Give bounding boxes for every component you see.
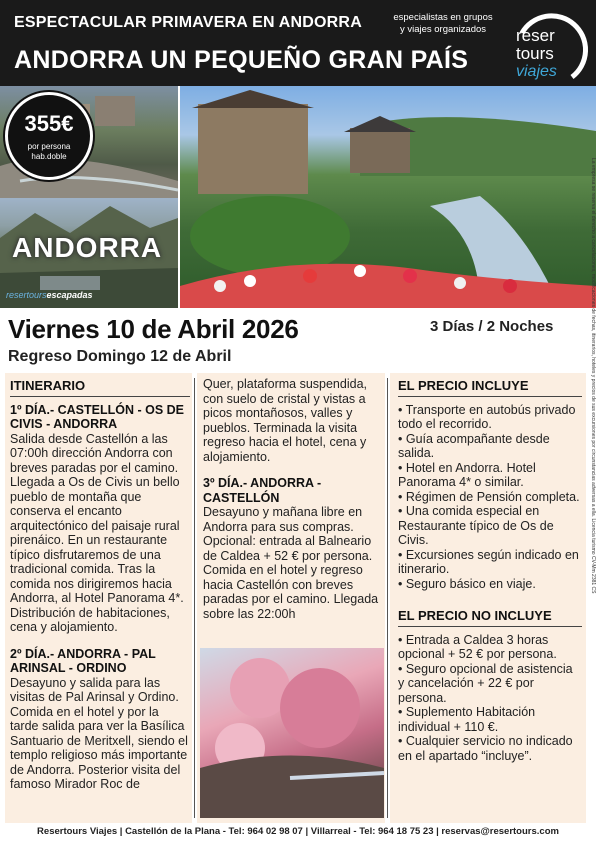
day-3-title: 3º DÍA.- ANDORRA - CASTELLÓN <box>203 476 322 505</box>
includes-item: • Transporte en autobús privado todo el recorrido. <box>398 402 576 431</box>
itinerary-heading: ITINERARIO <box>10 378 86 393</box>
escapadas-brand: resertours <box>6 290 47 300</box>
tagline-line-1: especialistas en grupos <box>393 12 493 23</box>
day-3-text: Desayuno y mañana libre en Andorra para sus compras. Opcional: entrada al Balneario de Caldea + 52 € por persona. Comida en el hotel y regreso hacia Castellón con breves paradas por el camino. Llegada sobre las 22:00h <box>203 505 379 621</box>
day-2-title: 2º DÍA.- ANDORRA - PAL ARINSAL - ORDINO <box>10 646 156 675</box>
excludes-item: • Seguro opcional de asistencia y cancelación + 22 € por persona. <box>398 661 573 705</box>
includes-item: • Seguro básico en viaje. <box>398 576 536 591</box>
logo-text-tours: tours <box>516 44 554 63</box>
column-divider <box>387 378 388 818</box>
header-kicker: ESPECTACULAR PRIMAVERA EN ANDORRA <box>14 14 362 31</box>
logo-text-reser: reser <box>516 26 555 45</box>
heading-rule <box>10 396 190 397</box>
blossom-illustration <box>200 648 384 818</box>
includes-item: • Excursiones según indicado en itinerario. <box>398 547 579 576</box>
day-1-title: 1º DÍA.- CASTELLÓN - OS DE CIVIS - ANDORRA <box>10 402 185 431</box>
excludes-item: • Suplemento Habitación individual + 110 €. <box>398 705 536 734</box>
page-title: ANDORRA UN PEQUEÑO GRAN PAÍS <box>14 46 469 74</box>
includes-item: • Hotel en Andorra. Hotel Panorama 4* o similar. <box>398 460 536 489</box>
includes-item: • Una comida especial en Restaurante típico de Os de Civis. <box>398 504 554 547</box>
price-excludes <box>398 609 582 763</box>
photo-stone-houses-flowers <box>180 86 596 308</box>
legal-side-note <box>590 158 596 678</box>
includes-heading: EL PRECIO INCLUYE <box>398 378 529 393</box>
price-badge <box>5 92 93 180</box>
itinerary-column-1 <box>5 373 192 823</box>
includes-item: • Régimen de Pensión completa. <box>398 489 580 504</box>
header-tagline <box>384 12 502 36</box>
houses-river-illustration <box>180 86 596 308</box>
price-room-type: hab.doble <box>31 152 67 161</box>
price-per-person: por persona <box>27 142 71 151</box>
header-banner <box>0 0 596 86</box>
day-2-continued: Quer, plataforma suspendida, con suelo de cristal y vistas a picos montañosos, valles y pueblos. Terminada la visita regreso hacia el hotel, cena y alojamiento. <box>203 377 367 464</box>
day-1-text: Salida desde Castellón a las 07:00h dirección Andorra con breves paradas por el camino. Llegada a Os de Civis un bello pueblo de montaña que conserva el encanto arquitectónico del paisaje rural pirenáico. En un restaurante típico disfrutaremos de una tradicional comida. Tras la comida nos dirigiremos hacia Andorra, al Hotel Panorama 4*. Distribución de habitaciones, cena y alojamiento. <box>10 431 184 634</box>
tagline-line-2: y viajes organizados <box>399 24 487 35</box>
legal-side-note-text: La empresa se reserva el derecho a cancelaciones, modificaciones de fechas, itinerarios, hoteles y precios de sus excursiones por circunstancias adversas a ella. Licencia turismo CV-Mm 2381 CS <box>590 158 596 594</box>
resertours-logo <box>508 3 592 83</box>
includes-item: • Guía acompañante desde salida. <box>398 431 550 460</box>
andorra-photo-caption: ANDORRA <box>12 232 163 263</box>
excludes-item: • Entrada a Caldea 3 horas opcional + 52 € por persona. <box>398 632 557 661</box>
price-column <box>390 373 586 823</box>
escapadas-word: escapadas <box>46 290 93 300</box>
footer-contact: Resertours Viajes | Castellón de la Plana - Tel: 964 02 98 07 | Villarreal - Tel: 964 18 75 23 | reservas@resertours.com <box>37 826 559 837</box>
column-divider <box>194 378 195 818</box>
price-includes <box>398 379 582 591</box>
day-2-text: Desayuno y salida para las visitas de Pal Arinsal y Ordino. Comida en el hotel y por la tarde salida para ver la Basílica Santuario de Meritxell, siendo el templo religioso más importante de Andorra. Posterior visita del famoso Mirador Roc de <box>10 675 188 791</box>
day-3 <box>203 476 381 621</box>
heading-rule <box>398 626 582 627</box>
day-1 <box>10 403 190 635</box>
trip-duration: 3 Días / 2 Noches <box>430 318 554 335</box>
excludes-item: • Cualquier servicio no indicado en el apartado “incluye”. <box>398 734 573 763</box>
day-2 <box>10 647 190 792</box>
heading-rule <box>398 396 582 397</box>
excludes-heading: EL PRECIO NO INCLUYE <box>398 608 552 623</box>
price-amount: 355€ <box>24 111 74 136</box>
trip-return: Regreso Domingo 12 de Abril <box>8 348 232 365</box>
escapadas-watermark <box>6 290 93 300</box>
logo-text-viajes: viajes <box>516 63 557 80</box>
trip-date: Viernes 10 de Abril 2026 <box>8 314 299 344</box>
photo-cherry-blossom <box>200 648 384 818</box>
